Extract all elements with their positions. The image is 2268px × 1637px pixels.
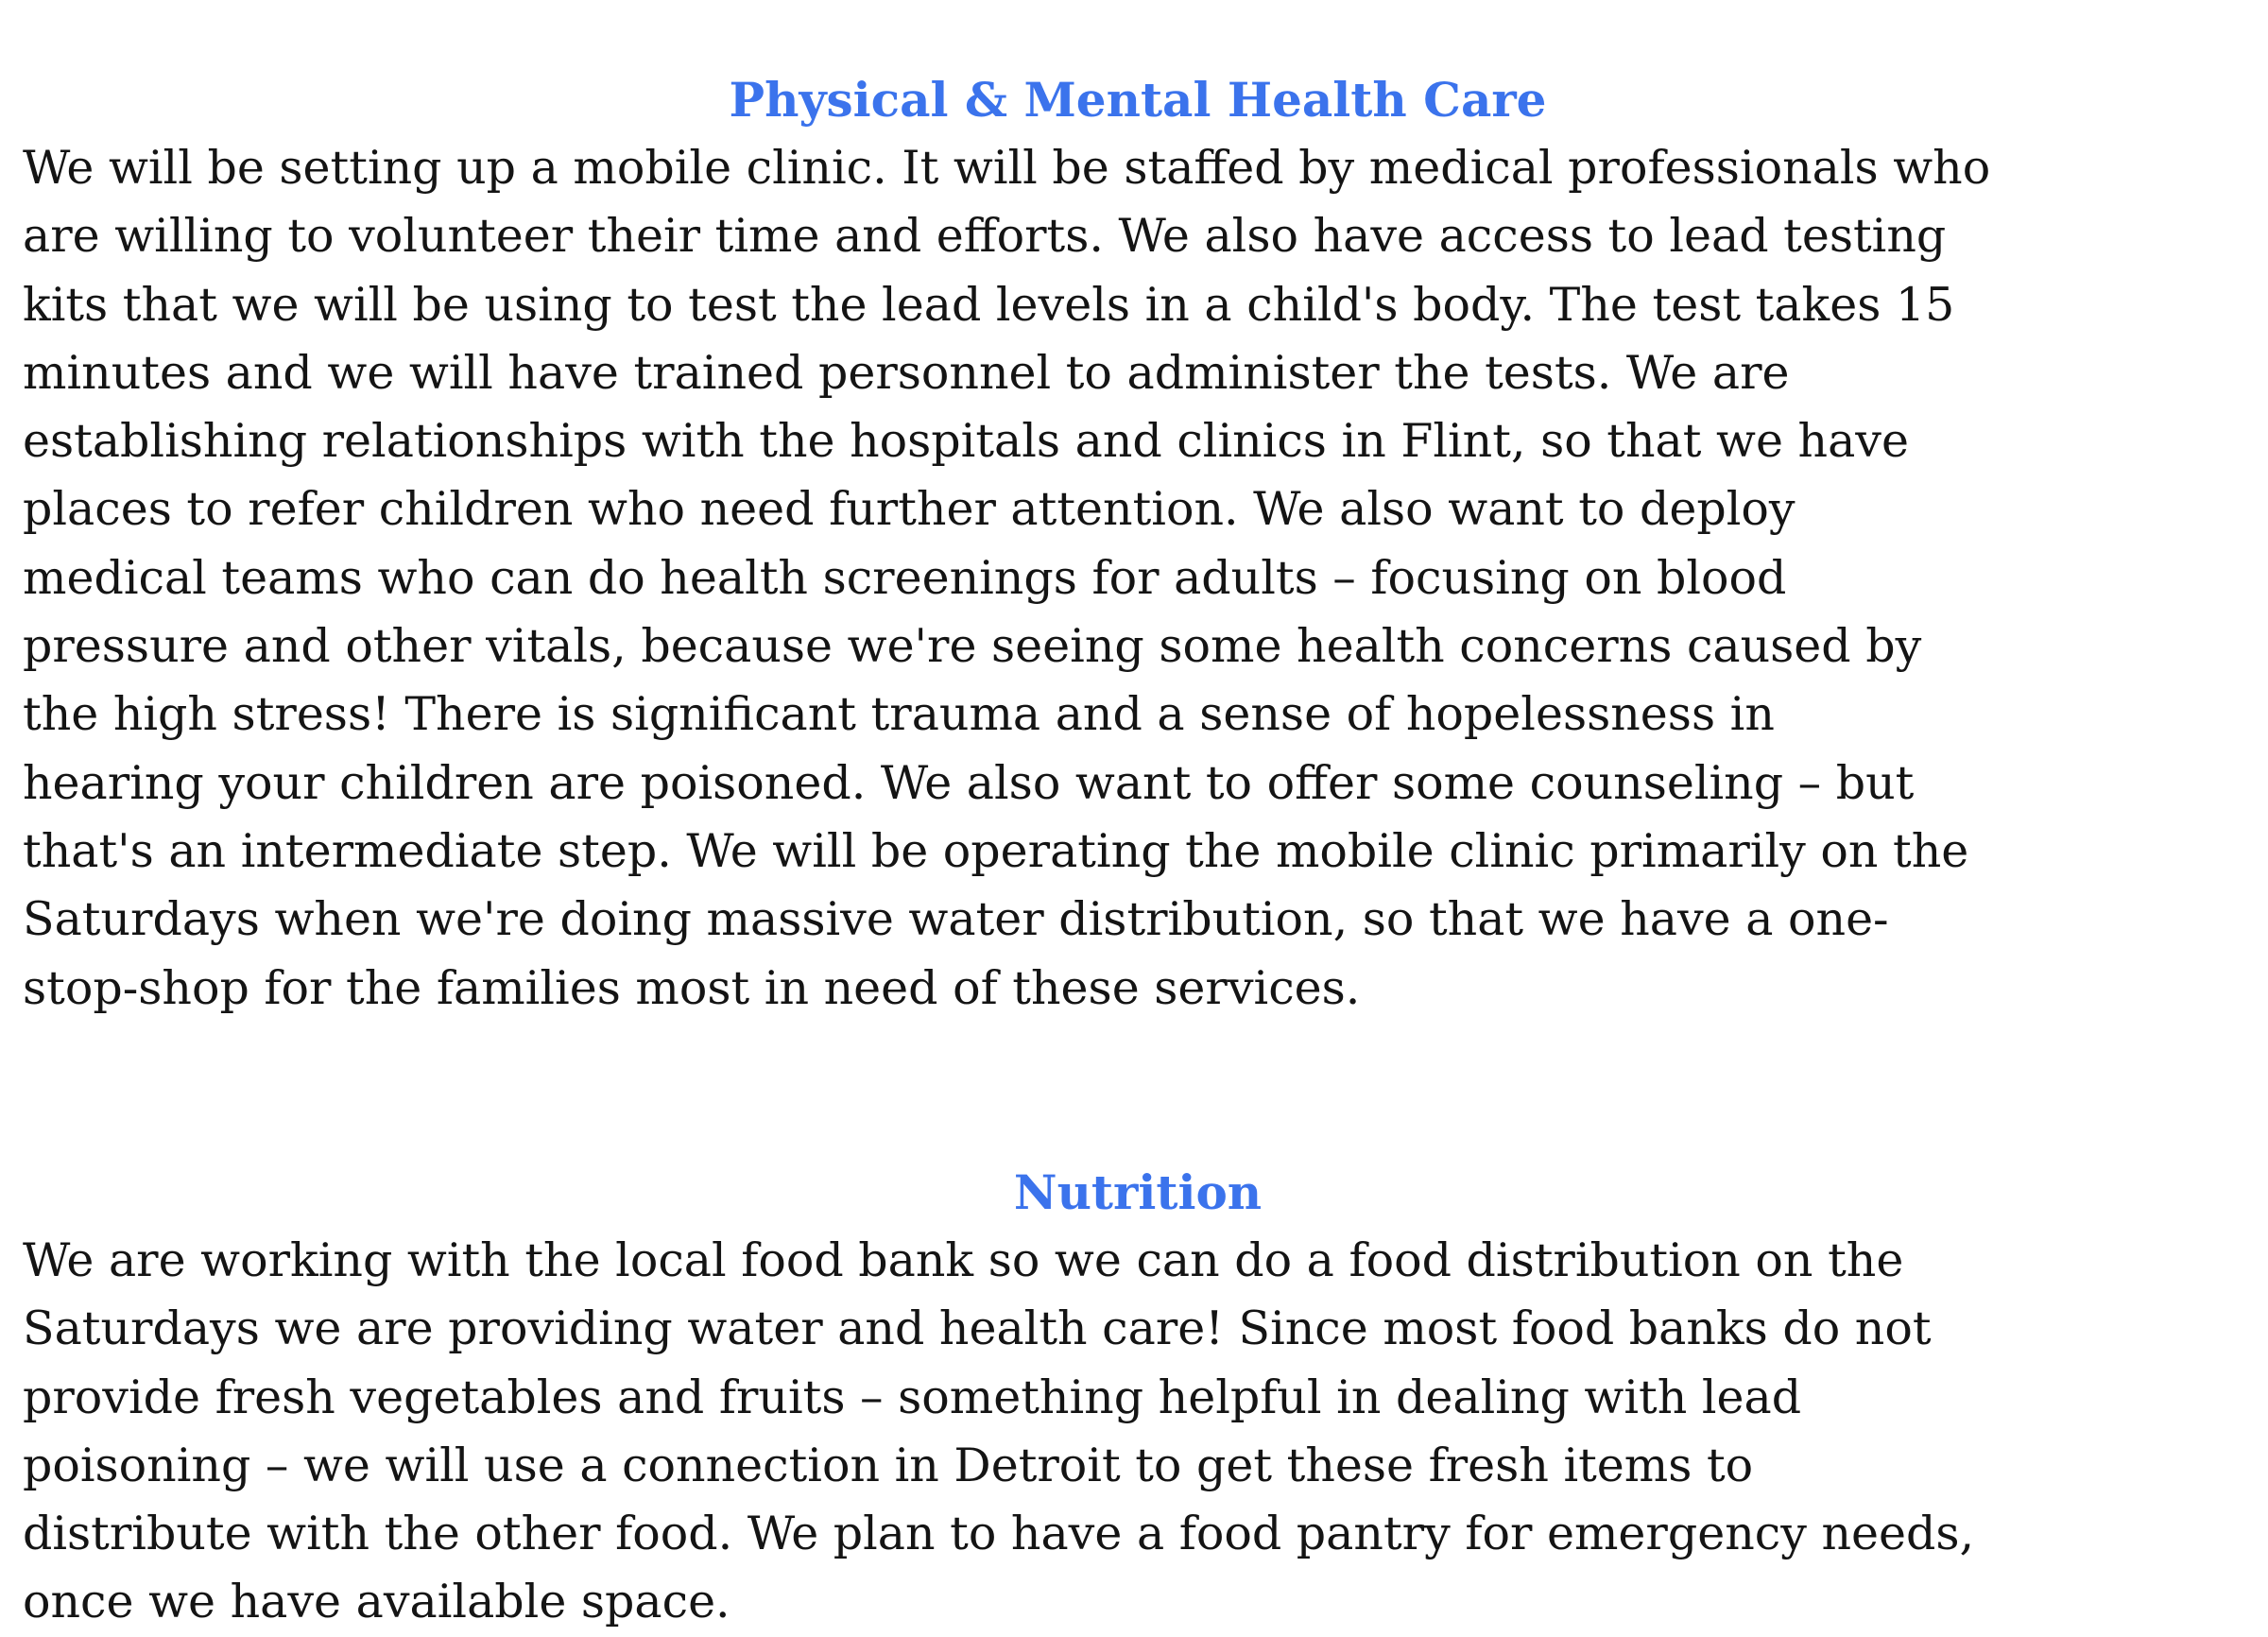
body-line: Saturdays when we're doing massive water distribution, so that we have a one- xyxy=(23,892,1889,947)
body-line: medical teams who can do health screenings for adults – focusing on blood xyxy=(23,550,1787,605)
body-line: are willing to volunteer their time and efforts. We also have access to lead testing xyxy=(23,209,1947,264)
body-line: once we have available space. xyxy=(23,1575,730,1629)
body-line: minutes and we will have trained personnel to administer the tests. We are xyxy=(23,345,1790,400)
body-line: stop-shop for the families most in need of these services. xyxy=(23,960,1361,1015)
body-line: We are working with the local food bank so we can do a food distribution on the xyxy=(23,1233,1904,1287)
section-nutrition xyxy=(23,1159,2253,1637)
body-line: kits that we will be using to test the lead levels in a child's body. The test takes 15 xyxy=(23,277,1955,332)
body-line: hearing your children are poisoned. We also want to offer some counseling – but xyxy=(23,755,1915,810)
body-line: We will be setting up a mobile clinic. It will be staffed by medical professionals who xyxy=(23,141,1991,195)
body-line: poisoning – we will use a connection in Detroit to get these fresh items to xyxy=(23,1438,1754,1492)
body-line: distribute with the other food. We plan to have a food pantry for emergency needs, xyxy=(23,1507,1975,1561)
section-health-care xyxy=(23,66,2253,1023)
section-heading: Nutrition xyxy=(1013,1164,1263,1220)
body-line: pressure and other vitals, because we're seeing some health concerns caused by xyxy=(23,619,1922,674)
body-line: establishing relationships with the hospitals and clinics in Flint, so that we have xyxy=(23,414,1909,469)
section-heading: Physical & Mental Health Care xyxy=(729,72,1547,128)
body-line: Saturdays we are providing water and health care! Since most food banks do not xyxy=(23,1301,1932,1356)
body-line: provide fresh vegetables and fruits – something helpful in dealing with lead xyxy=(23,1370,1802,1424)
body-line: places to refer children who need further attention. We also want to deploy xyxy=(23,482,1796,537)
body-line: the high stress! There is significant trauma and a sense of hopelessness in xyxy=(23,687,1775,742)
body-line: that's an intermediate step. We will be operating the mobile clinic primarily on the xyxy=(23,823,1969,878)
section-body xyxy=(23,1227,2253,1637)
section-body xyxy=(23,134,2253,1023)
